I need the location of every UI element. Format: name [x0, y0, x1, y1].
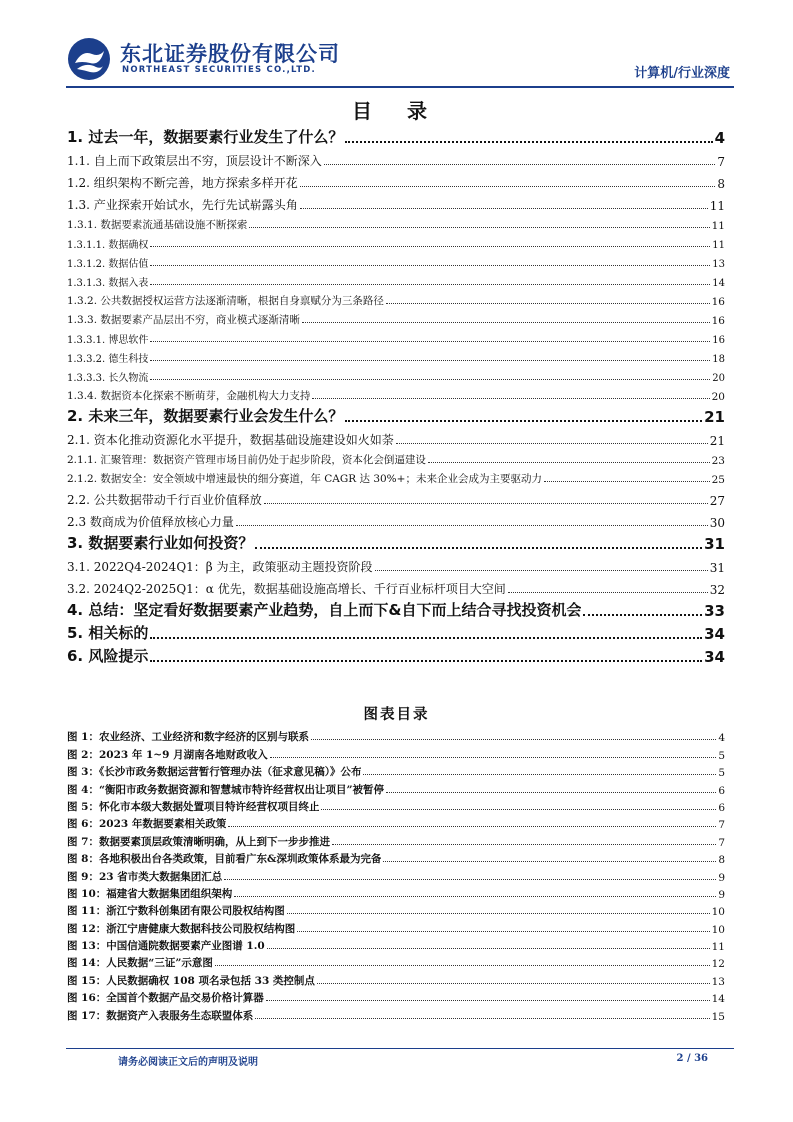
figure-entry-page: 11 — [711, 941, 725, 954]
header-divider — [66, 86, 734, 88]
figure-label: 图 7： — [67, 835, 99, 848]
figure-entry-title — [67, 782, 384, 797]
figure-entry-page: 15 — [711, 1010, 725, 1023]
figure-label: 图 1： — [67, 731, 99, 744]
dot-leader — [311, 739, 716, 740]
table-of-contents — [67, 124, 725, 666]
toc-entry-title: 1.1. 自上而下政策层出不穷，顶层设计不断深入 — [67, 154, 322, 168]
dot-leader — [332, 844, 716, 845]
dot-leader — [255, 547, 702, 549]
figure-caption: 全国首个数据产品交易价格计算器 — [106, 992, 264, 1005]
toc-entry-page: 21 — [704, 408, 725, 426]
toc-entry-page: 34 — [704, 625, 725, 643]
toc-entry-page: 23 — [711, 455, 725, 467]
dot-leader — [345, 420, 702, 422]
toc-entry[interactable] — [67, 124, 725, 147]
dot-leader — [428, 462, 710, 463]
toc-entry-title: 5. 相关标的 — [67, 624, 149, 642]
figure-entry-title — [67, 955, 213, 970]
dot-leader — [215, 965, 710, 966]
figure-entry-page: 4 — [718, 732, 725, 745]
toc-entry-title: 2.1. 资本化推动资源化水平提升，数据基础设施建设如火如荼 — [67, 433, 394, 447]
figure-label: 图 5： — [67, 800, 99, 813]
toc-entry-title: 1.2. 组织架构不断完善，地方探索多样开花 — [67, 176, 298, 190]
figure-label: 图 4： — [67, 783, 99, 796]
dot-leader — [270, 757, 717, 758]
dot-leader — [236, 525, 708, 526]
figure-entry[interactable] — [67, 988, 725, 1005]
figure-entry[interactable] — [67, 797, 725, 814]
toc-entry-page: 31 — [709, 561, 725, 575]
toc-entry[interactable] — [67, 426, 725, 448]
figure-entry[interactable] — [67, 918, 725, 935]
toc-entry-page: 33 — [704, 602, 725, 620]
figure-entry-title — [67, 799, 319, 814]
dot-leader — [508, 592, 708, 593]
figure-label: 图 15： — [67, 974, 107, 987]
toc-entry[interactable] — [67, 467, 725, 486]
figure-entry[interactable] — [67, 849, 725, 866]
figure-label: 图 11： — [67, 905, 107, 918]
toc-entry[interactable] — [67, 620, 725, 643]
toc-entry[interactable] — [67, 597, 725, 620]
toc-entry-page: 18 — [712, 354, 725, 365]
page-indicator: 2 / 36 — [676, 1053, 708, 1064]
dot-leader — [287, 913, 710, 914]
figure-entry-page: 7 — [718, 836, 725, 849]
footer-divider — [66, 1048, 734, 1049]
dot-leader — [150, 379, 710, 380]
figure-caption: 23 省市类大数据集团汇总 — [98, 870, 223, 883]
toc-entry-page: 34 — [704, 648, 725, 666]
figure-entry-page: 9 — [718, 871, 725, 884]
toc-entry[interactable] — [67, 575, 725, 597]
toc-entry[interactable] — [67, 147, 725, 169]
toc-entry-title: 3. 数据要素行业如何投资？ — [67, 534, 254, 552]
figure-caption: 农业经济、工业经济和数字经济的区别与联系 — [98, 731, 309, 744]
figure-entry-page: 9 — [718, 888, 725, 901]
dot-leader — [150, 341, 710, 342]
toc-entry-page: 14 — [712, 278, 725, 289]
dot-leader — [317, 983, 710, 984]
toc-entry-title: 2.2. 公共数据带动千行百业价值释放 — [67, 493, 262, 507]
figure-entry-page: 14 — [711, 993, 725, 1006]
disclaimer-notice: 请务必阅读正文后的声明及说明 — [118, 1057, 258, 1068]
toc-entry[interactable] — [67, 232, 725, 251]
figure-entry-title — [67, 903, 285, 918]
toc-entry-page: 27 — [709, 494, 725, 508]
figure-caption: 怀化市本级大数据处置项目特许经营权项目终止 — [98, 800, 320, 813]
figure-entry-page: 13 — [711, 975, 725, 988]
toc-entry[interactable] — [67, 530, 725, 553]
toc-entry-title: 1. 过去一年，数据要素行业发生了什么？ — [67, 128, 344, 146]
toc-entry-page: 31 — [704, 535, 725, 553]
figure-entry-title — [67, 869, 222, 884]
dot-leader — [363, 774, 716, 775]
figure-list — [67, 727, 725, 1023]
toc-entry-title: 1.3.3.1. 博思软件 — [67, 335, 149, 346]
dot-leader — [266, 1000, 710, 1001]
dot-leader — [375, 570, 708, 571]
toc-entry-page: 25 — [711, 474, 725, 486]
report-category: 计算机/行业深度 — [634, 66, 730, 81]
toc-entry-title: 2.1.2. 数据安全：安全领域中增速最快的细分赛道，年 CAGR 达 30%+；未来企业会成为主要驱动力 — [67, 473, 542, 485]
dot-leader — [234, 896, 716, 897]
figure-caption: 浙江宁数科创集团有限公司股权结构图 — [106, 905, 285, 918]
figure-label: 图 3： — [67, 766, 99, 779]
figure-caption: 人民数据“三证”示意图 — [106, 957, 213, 970]
toc-entry-page: 11 — [711, 220, 725, 232]
dot-leader — [302, 322, 710, 323]
figure-caption: 浙江宁唐健康大数据科技公司股权结构图 — [106, 922, 296, 935]
toc-entry-page: 32 — [709, 583, 725, 597]
dot-leader — [583, 614, 702, 616]
dot-leader — [150, 265, 710, 266]
toc-title: 目 录 — [352, 99, 441, 123]
figure-entry[interactable] — [67, 814, 725, 831]
dot-leader — [249, 227, 709, 228]
toc-entry-page: 16 — [711, 315, 725, 327]
figure-entry[interactable] — [67, 953, 725, 970]
figure-label: 图 17： — [67, 1009, 107, 1022]
toc-entry-page: 30 — [709, 516, 725, 530]
figure-label: 图 8： — [67, 853, 99, 866]
figure-entry-page: 10 — [711, 923, 725, 936]
dot-leader — [267, 948, 710, 949]
figure-caption: 2023 年数据要素相关政策 — [98, 818, 227, 831]
toc-entry-title: 1.3.4. 数据资本化探索不断萌芽，金融机构大力支持 — [67, 390, 311, 402]
figure-entry[interactable] — [67, 727, 725, 744]
figure-caption: “衡阳市政务数据资源和智慧城市特许经营权出让项目”被暂停 — [98, 783, 385, 796]
figure-label: 图 14： — [67, 957, 107, 970]
figure-entry[interactable] — [67, 1005, 725, 1022]
toc-entry-title: 1.3.1. 数据要素流通基础设施不断探索 — [67, 219, 248, 231]
figure-label: 图 9： — [67, 870, 99, 883]
dot-leader — [150, 360, 710, 361]
figure-entry[interactable] — [67, 779, 725, 796]
dot-leader — [324, 164, 716, 165]
figure-entry-title — [67, 973, 315, 988]
figure-caption: 数据资产入表服务生态联盟体系 — [106, 1009, 254, 1022]
toc-entry-page: 8 — [717, 177, 725, 191]
dot-leader — [321, 809, 716, 810]
figure-list-title: 图表目录 — [363, 707, 430, 723]
toc-entry-page: 11 — [709, 199, 725, 213]
toc-entry[interactable] — [67, 486, 725, 508]
figure-entry[interactable] — [67, 970, 725, 987]
toc-entry-page: 20 — [711, 391, 725, 403]
figure-entry-title — [67, 851, 381, 866]
dot-leader — [297, 931, 709, 932]
figure-entry-title — [67, 921, 295, 936]
figure-entry-title — [67, 834, 330, 849]
toc-entry-title: 1.3.3. 数据要素产品层出不穷，商业模式逐渐清晰 — [67, 314, 300, 326]
toc-entry[interactable] — [67, 643, 725, 666]
dot-leader — [312, 398, 709, 399]
figure-entry[interactable] — [67, 901, 725, 918]
toc-entry-title: 1.3. 产业探索开始试水，先行先试崭露头角 — [67, 198, 298, 212]
dot-leader — [150, 637, 702, 639]
figure-entry-title — [67, 747, 268, 762]
figure-entry-title — [67, 990, 264, 1005]
figure-entry-title — [67, 886, 232, 901]
toc-entry[interactable] — [67, 270, 725, 289]
toc-entry-page: 16 — [712, 335, 725, 346]
toc-entry-page: 4 — [714, 129, 725, 147]
figure-entry[interactable] — [67, 831, 725, 848]
toc-entry[interactable] — [67, 365, 725, 384]
toc-entry-title: 3.1. 2022Q4-2024Q1：β 为主，政策驱动主题投资阶段 — [67, 560, 373, 574]
dot-leader — [224, 879, 716, 880]
toc-entry-page: 13 — [712, 259, 725, 270]
toc-entry-title: 6. 风险提示 — [67, 647, 149, 665]
figure-label: 图 12： — [67, 922, 107, 935]
dot-leader — [396, 443, 708, 444]
toc-entry-title: 1.3.3.2. 德生科技 — [67, 354, 149, 365]
figure-caption: 2023 年 1~9 月湖南各地财政收入 — [98, 748, 268, 761]
figure-label: 图 16： — [67, 992, 107, 1005]
toc-entry[interactable] — [67, 508, 725, 530]
dot-leader — [255, 1018, 709, 1019]
company-logo-icon — [66, 36, 112, 82]
dot-leader — [300, 208, 708, 209]
toc-entry[interactable] — [67, 213, 725, 232]
figure-caption: 《长沙市政务数据运营暂行管理办法（征求意见稿）》公布 — [98, 766, 362, 779]
toc-entry-title: 1.3.1.1. 数据确权 — [67, 240, 149, 251]
toc-entry[interactable] — [67, 346, 725, 365]
figure-entry-title — [67, 1008, 253, 1023]
toc-entry[interactable] — [67, 289, 725, 308]
figure-entry[interactable] — [67, 762, 725, 779]
figure-entry[interactable] — [67, 884, 725, 901]
figure-entry-page: 5 — [718, 767, 725, 780]
toc-entry[interactable] — [67, 384, 725, 403]
toc-entry[interactable] — [67, 553, 725, 575]
toc-entry-title: 2.3 数商成为价值释放核心力量 — [67, 515, 234, 529]
company-name-en: NORTHEAST SECURITIES CO.,LTD. — [122, 65, 316, 75]
dot-leader — [345, 141, 712, 143]
figure-caption: 各地积极出台各类政策，目前看广东&深圳政策体系最为完备 — [98, 853, 382, 866]
dot-leader — [386, 792, 716, 793]
company-name-cn: 东北证券股份有限公司 — [120, 42, 340, 66]
page-header — [66, 32, 734, 88]
toc-entry[interactable] — [67, 191, 725, 213]
toc-entry[interactable] — [67, 251, 725, 270]
figure-entry-page: 6 — [718, 801, 725, 814]
dot-leader — [264, 503, 708, 504]
toc-entry-title: 2. 未来三年，数据要素行业会发生什么？ — [67, 407, 344, 425]
dot-leader — [228, 826, 716, 827]
dot-leader — [150, 284, 710, 285]
figure-entry-page: 10 — [711, 906, 725, 919]
toc-entry[interactable] — [67, 327, 725, 346]
toc-entry-page: 11 — [712, 240, 725, 251]
figure-entry[interactable] — [67, 744, 725, 761]
figure-entry-page: 8 — [718, 854, 725, 867]
toc-entry-title: 1.3.2. 公共数据授权运营方法逐渐清晰，根据自身禀赋分为三条路径 — [67, 295, 384, 307]
figure-label: 图 10： — [67, 887, 107, 900]
figure-entry-title — [67, 729, 309, 744]
dot-leader — [300, 186, 716, 187]
figure-caption: 中国信通院数据要素产业图谱 1.0 — [106, 940, 265, 953]
toc-entry[interactable] — [67, 169, 725, 191]
toc-entry-page: 16 — [711, 296, 725, 308]
figure-entry-page: 7 — [718, 819, 725, 832]
figure-caption: 人民数据确权 108 项名录包括 33 类控制点 — [106, 974, 315, 987]
figure-entry-title — [67, 816, 226, 831]
toc-entry-title: 1.3.1.3. 数据入表 — [67, 278, 149, 289]
dot-leader — [150, 246, 710, 247]
toc-entry[interactable] — [67, 403, 725, 426]
figure-caption: 福建省大数据集团组织架构 — [106, 887, 233, 900]
dot-leader — [150, 660, 702, 662]
toc-entry[interactable] — [67, 308, 725, 327]
toc-entry-page: 7 — [717, 155, 725, 169]
figure-entry-title — [67, 938, 265, 953]
figure-entry[interactable] — [67, 936, 725, 953]
dot-leader — [383, 861, 716, 862]
figure-label: 图 13： — [67, 940, 107, 953]
toc-entry-title: 2.1.1. 汇聚管理：数据资产管理市场目前仍处于起步阶段，资本化会倒逼建设 — [67, 454, 426, 466]
dot-leader — [544, 481, 710, 482]
toc-entry-page: 20 — [712, 373, 725, 384]
figure-entry-page: 12 — [711, 958, 725, 971]
toc-entry-title: 4. 总结：坚定看好数据要素产业趋势，自上而下&自下而上结合寻找投资机会 — [67, 601, 582, 619]
dot-leader — [386, 303, 710, 304]
figure-label: 图 6： — [67, 818, 99, 831]
figure-caption: 数据要素顶层政策清晰明确，从上到下一步步推进 — [98, 835, 330, 848]
toc-entry-page: 21 — [709, 434, 725, 448]
toc-entry-title: 3.2. 2024Q2-2025Q1：α 优先，数据基础设施高增长、千行百业标杆项目大空间 — [67, 582, 506, 596]
toc-entry[interactable] — [67, 448, 725, 467]
figure-entry-title — [67, 764, 361, 779]
figure-entry[interactable] — [67, 866, 725, 883]
figure-entry-page: 6 — [718, 784, 725, 797]
figure-label: 图 2： — [67, 748, 99, 761]
toc-entry-title: 1.3.3.3. 长久物流 — [67, 373, 149, 384]
figure-entry-page: 5 — [718, 749, 725, 762]
toc-entry-title: 1.3.1.2. 数据估值 — [67, 259, 149, 270]
